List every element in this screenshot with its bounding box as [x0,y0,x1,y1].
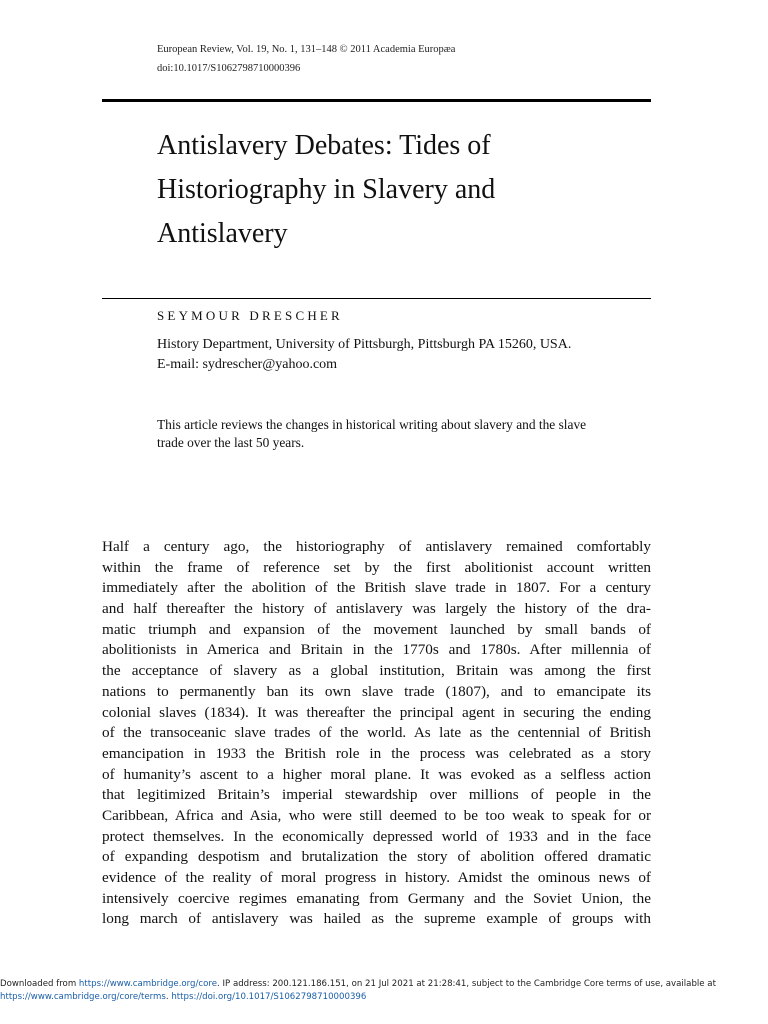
author-affiliation [157,335,571,375]
body-line: Half a century ago, the historiography of antislavery remained comfortably [102,538,651,555]
body-line: long march of antislavery was hailed as the supreme example of groups with [102,910,651,928]
body-line: that legitimized Britain’s imperial stewardship over millions of people in the [102,786,651,804]
title-line: Antislavery [157,218,288,249]
body-line: the acceptance of slavery as a global institution, Britain was among the first [102,662,651,680]
body-line: of expanding despotism and brutalization the story of abolition offered dramatic [102,848,651,866]
footer-separator: . [165,992,172,1002]
footer-line-2 [0,991,768,1004]
article-title [157,124,495,256]
abstract-line: trade over the last 50 years. [157,435,305,450]
title-line: Historiography in Slavery and [157,174,496,205]
footer-prefix: Downloaded from [0,979,79,989]
footer-line-1 [0,978,768,991]
body-line: of humanity’s ascent to a higher moral plane. It was evoked as a selfless action [102,765,651,783]
body-line: protect themselves. In the economically depressed world of 1933 and in the face [102,827,651,845]
download-footer [0,978,768,1004]
terms-link[interactable]: https://www.cambridge.org/core/terms [0,992,166,1002]
title-line: Antislavery Debates: Tides of [157,130,491,161]
body-line: emancipation in 1933 the British role in the process was celebrated as a story [102,744,651,762]
cambridge-core-link[interactable]: https://www.cambridge.org/core [78,979,218,989]
body-line: abolitionists in America and Britain in the 1770s and 1780s. After millennia of [102,641,651,659]
header-rule [102,99,651,102]
body-line: and half thereafter the history of antislavery was largely the history of the dra- [102,600,651,618]
journal-citation: European Review, Vol. 19, No. 1, 131–148 © 2011 Academia Europæa [157,44,456,55]
body-line: Caribbean, Africa and Asia, who were still deemed to be too weak to speak for or [102,806,651,824]
body-line: colonial slaves (1834). It was thereafter the principal agent in securing the ending [102,703,651,721]
email-line: E-mail: sydrescher@yahoo.com [157,357,338,372]
body-line: nations to permanently ban its own slave trade (1807), and to emancipate its [102,682,651,700]
body-line: matic triumph and expansion of the movement launched by small bands of [102,620,651,638]
body-line: intensively coercive regimes emanating from Germany and the Soviet Union, the [102,889,651,907]
body-line: of the transoceanic slave trades of the world. As late as the centennial of British [102,724,651,742]
doi-link[interactable]: https://doi.org/10.1017/S1062798710000396 [171,992,367,1002]
abstract-line: This article reviews the changes in historical writing about slavery and the slave [157,417,587,432]
title-rule [102,298,651,299]
author-name: SEYMOUR DRESCHER [157,308,343,323]
body-line: immediately after the abolition of the British slave trade in 1807. For a century [102,579,651,597]
body-line: evidence of the reality of moral progress in history. Amidst the ominous news of [102,869,651,886]
abstract [157,416,657,452]
article-body [102,537,651,930]
affiliation-line: History Department, University of Pittsburgh, Pittsburgh PA 15260, USA. [157,337,572,352]
footer-ip-text: . IP address: 200.121.186.151, on 21 Jul 2021 at 21:28:41, subject to the Cambridge Core terms of use, available at [217,979,716,989]
doi-line: doi:10.1017/S1062798710000396 [157,63,301,74]
body-line: within the frame of reference set by the first abolitionist account written [102,558,651,576]
